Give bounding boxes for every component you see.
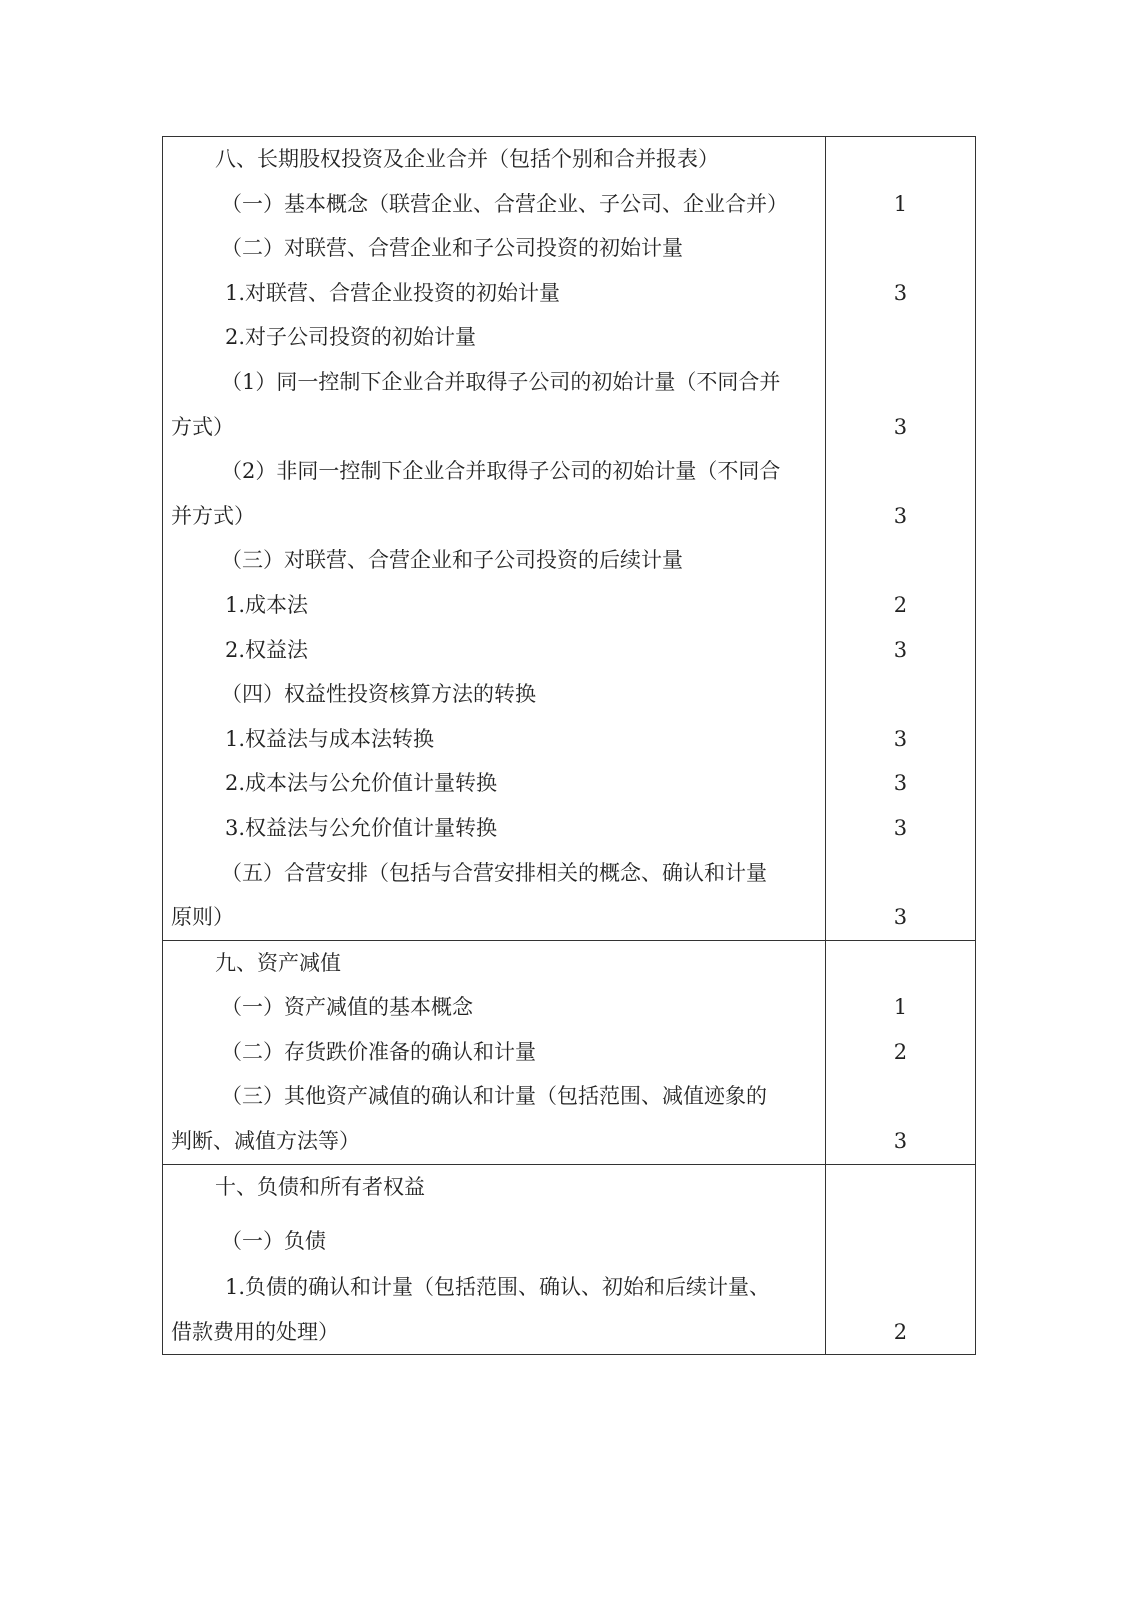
section-heading: 九、资产减值	[215, 950, 341, 975]
section-heading: 八、长期股权投资及企业合并（包括个别和合并报表）	[215, 147, 719, 171]
list-item: （1）同一控制下企业合并取得子公司的初始计量（不同合并	[221, 369, 781, 394]
level-value	[826, 137, 975, 182]
level-value: 3	[893, 1129, 908, 1154]
level-value: 1	[893, 995, 908, 1020]
list-item: 2.对子公司投资的初始计量	[225, 325, 477, 350]
list-item: （五）合营安排（包括与合营安排相关的概念、确认和计量	[221, 860, 767, 885]
topic-cell	[163, 137, 826, 941]
level-value: 3	[893, 503, 908, 528]
level-value: 3	[893, 637, 908, 662]
list-item: 1.权益法与成本法转换	[225, 726, 435, 751]
table-row	[163, 940, 976, 1164]
list-item: （2）非同一控制下企业合并取得子公司的初始计量（不同合	[221, 459, 781, 484]
list-item: 2.成本法与公允价值计量转换	[225, 771, 498, 796]
list-item: 3.权益法与公允价值计量转换	[225, 815, 498, 840]
level-value: 3	[893, 815, 908, 840]
level-value: 3	[893, 771, 908, 796]
list-item: （三）对联营、合营企业和子公司投资的后续计量	[221, 548, 683, 573]
level-value: 2	[893, 1319, 908, 1344]
level-value	[826, 226, 975, 271]
list-item: （一）负债	[221, 1229, 326, 1254]
list-item: （三）其他资产减值的确认和计量（包括范围、减值迹象的	[221, 1084, 767, 1109]
section-heading: 十、负债和所有者权益	[215, 1174, 425, 1199]
level-value: 3	[893, 905, 908, 930]
level-value: 2	[893, 1039, 908, 1064]
list-item: （二）对联营、合营企业和子公司投资的初始计量	[221, 236, 683, 261]
topic-cell	[163, 1164, 826, 1355]
level-value	[826, 538, 975, 583]
level-value	[826, 1074, 975, 1119]
table-row	[163, 1164, 976, 1355]
list-item: 判断、减值方法等）	[171, 1129, 360, 1154]
list-item: （一）资产减值的基本概念	[221, 995, 473, 1020]
list-item: 1.对联营、合营企业投资的初始计量	[225, 280, 561, 305]
list-item: 2.权益法	[225, 637, 309, 662]
list-item: 借款费用的处理）	[171, 1319, 339, 1344]
level-value	[826, 360, 975, 405]
level-cell	[825, 940, 975, 1164]
level-value: 1	[893, 191, 908, 216]
list-item: （四）权益性投资核算方法的转换	[221, 682, 536, 707]
level-cell	[825, 137, 975, 941]
list-item: 1.负债的确认和计量（包括范围、确认、初始和后续计量、	[225, 1275, 771, 1300]
level-value	[826, 315, 975, 360]
list-item: 1.成本法	[225, 592, 309, 617]
list-item: （一）基本概念（联营企业、合营企业、子公司、企业合并）	[221, 191, 788, 216]
level-value: 3	[893, 280, 908, 305]
list-item: 并方式）	[171, 503, 255, 528]
level-value	[826, 449, 975, 494]
level-value	[826, 941, 975, 986]
list-item: 方式）	[171, 414, 234, 439]
level-value	[826, 1265, 975, 1310]
level-value: 2	[893, 592, 908, 617]
level-value: 3	[893, 414, 908, 439]
syllabus-table	[162, 136, 976, 1355]
table-row	[163, 137, 976, 941]
level-value	[826, 672, 975, 717]
level-value: 3	[893, 726, 908, 751]
topic-cell	[163, 940, 826, 1164]
list-item: （二）存货跌价准备的确认和计量	[221, 1039, 536, 1064]
level-value	[826, 851, 975, 896]
level-cell	[825, 1164, 975, 1355]
level-value	[826, 1209, 975, 1265]
level-value	[826, 1165, 975, 1210]
list-item: 原则）	[171, 905, 234, 930]
